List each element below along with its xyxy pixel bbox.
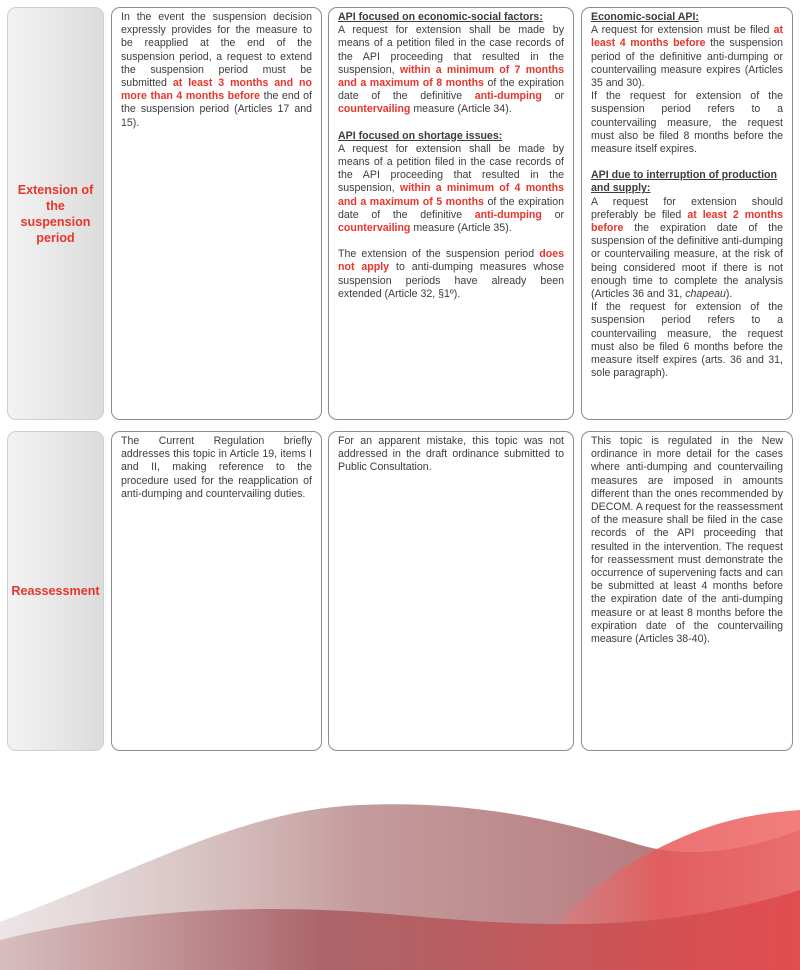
current-regulation-cell-extension [111,7,322,420]
cell-paragraph: For an apparent mistake, this topic was not addressed in the draft ordinance submitted to Public Consultation. [338,435,564,474]
cell-paragraph: If the request for extension of the suspension period refers to a countervailing measure, the request must also be filed 6 months before the measure itself expires (arts. 36 and 31, sole paragraph). [591,301,783,380]
cell-paragraph: The Current Regulation briefly addresses this topic in Article 19, items I and II, making reference to the procedure used for the reapplication of anti-dumping and countervailing duties. [121,435,312,500]
section-heading: API focused on economic-social factors: [338,11,543,23]
cell-paragraph: A request for extension must be filed at least 4 months before the suspension period of the definitive anti-dumping or countervailing measure expires (Articles 35 and 30). [591,24,783,90]
cell-paragraph: The extension of the suspension period does not apply to anti-dumping measures whose suspension periods have already been extended (Article 32, §1º). [338,248,564,300]
cell-paragraph: A request for extension should preferably be filed at least 2 months before the expiration date of the suspension of the definitive anti-dumping or countervailing measure, at the risk of being considered moot if there is not enough time to complete the analysis (Articles 36 and 31, chapeau). [591,195,784,301]
section-heading: API due to interruption of production and supply: [591,169,777,195]
section-heading: Economic-social API: [591,11,699,23]
section-heading: API focused on shortage issues: [338,129,503,142]
cell-paragraph: If the request for extension of the suspension period refers to a countervailing measure, the request must also be filed 8 months before the measure itself expires. [591,90,783,156]
cell-paragraph: A request for extension shall be made by means of a petition filed in the case records of the API proceeding that resulted in the suspension, within a minimum of 7 months and a maximum of 8 months of the expiration date of the definitive anti-dumping or countervailing measure (Article 34). [338,24,564,116]
new-ordinance-cell-extension [581,7,793,420]
row-label-reassessment [7,431,104,751]
current-regulation-cell-reassessment [111,431,322,751]
cell-paragraph: In the event the suspension decision expressly provides for the measure to be reapplied at the end of the suspension period, a request to extend the suspension period must be submitted at least 3 months and no more than 4 months before the end of the suspension period (Articles 17 and 15). [121,11,312,129]
row-label-text: Extension of the suspension period [17,182,94,245]
cell-paragraph: This topic is regulated in the New ordinance in more detail for the cases where anti-dumping and countervailing measures are imposed in amounts different than the ones recommended by DECOM. A request for the reassessment of the measure shall be filed in the case records of the API proceeding that resulted in the intervention. The request for reassessment must demonstrate the occurrence of supervening facts and can be submitted at least 4 months before the expiration date of the anti-dumping measure or at least 8 months before the expiration date of the countervailing measure (Articles 38-40). [591,435,783,646]
row-label-extension [7,7,104,420]
draft-ordinance-cell-extension [328,7,574,420]
new-ordinance-cell-reassessment [581,431,793,751]
row-label-text: Reassessment [11,584,100,598]
cell-paragraph: A request for extension shall be made by means of a petition filed in the case records of the API proceeding that resulted in the suspension, within a minimum of 4 months and a maximum of 5 months of the expiration date of the definitive anti-dumping or countervailing measure (Article 35). [338,142,564,235]
decorative-wave [0,790,800,970]
draft-ordinance-cell-reassessment [328,431,574,751]
